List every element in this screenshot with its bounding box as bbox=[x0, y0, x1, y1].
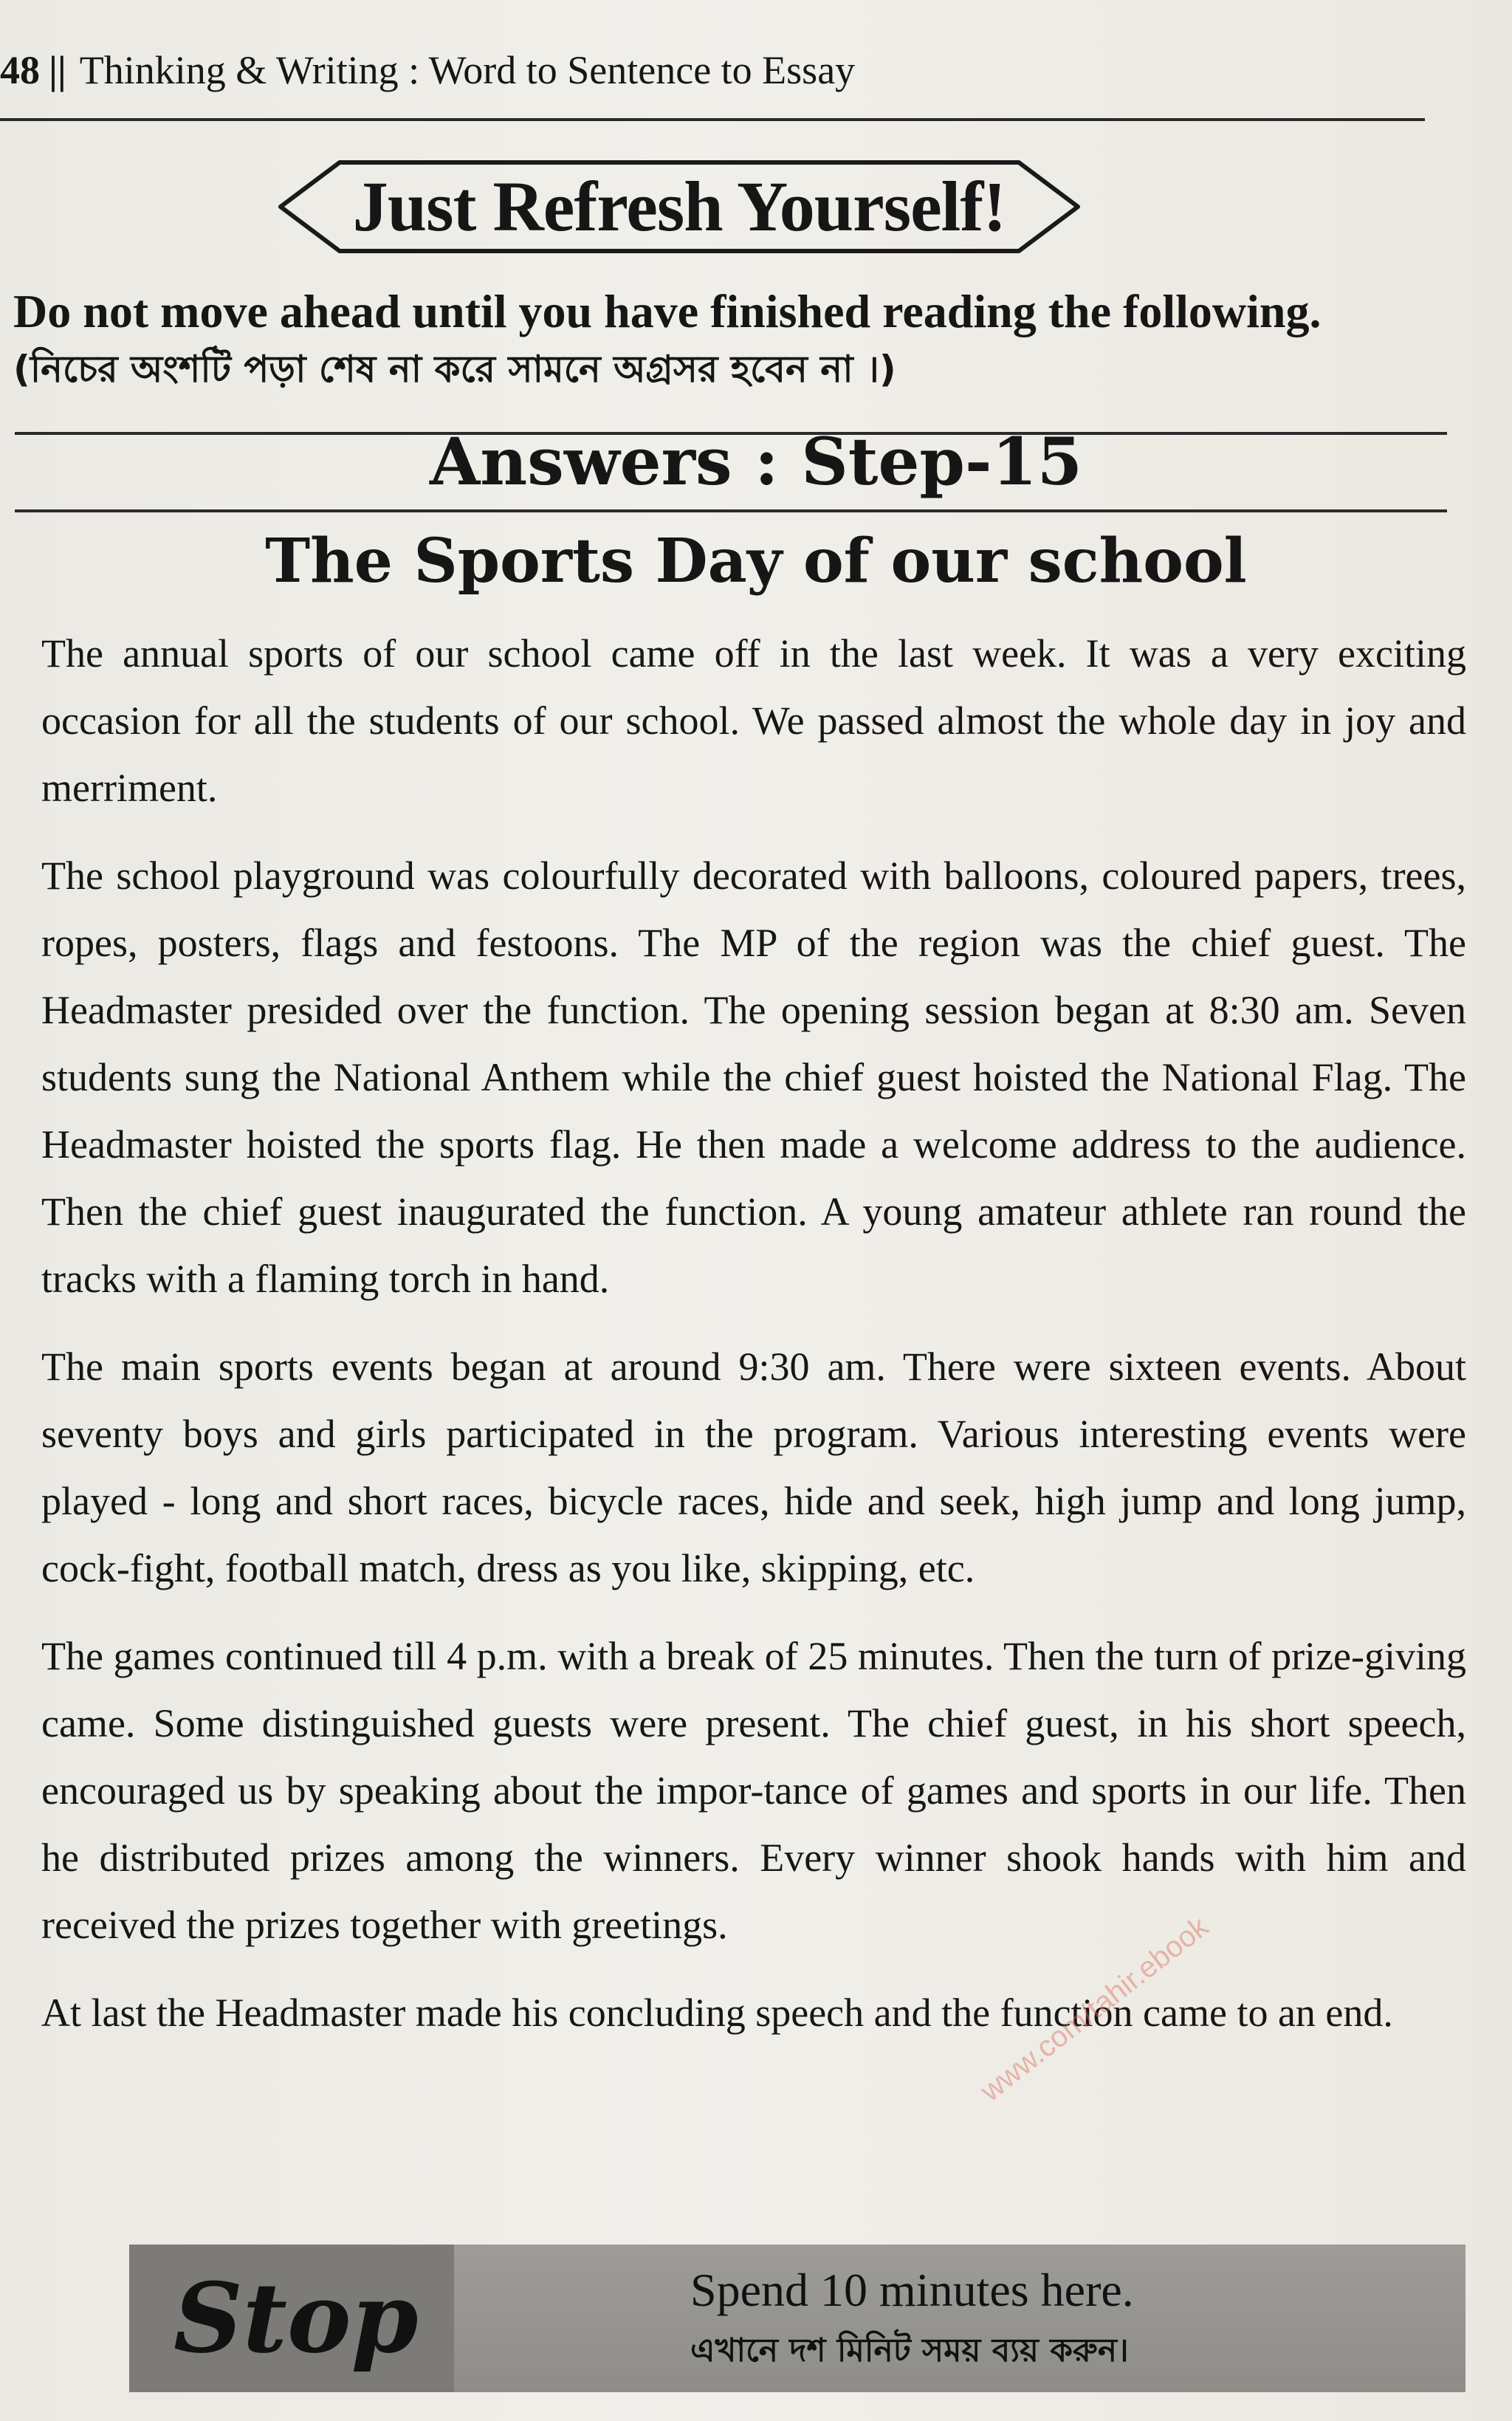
header-rule bbox=[0, 118, 1425, 121]
stop-instruction-english: Spend 10 minutes here. bbox=[690, 2264, 1134, 2316]
stop-instruction-bengali: এখানে দশ মিনিট সময় ব্যয় করুন। bbox=[690, 2332, 1129, 2369]
refresh-banner bbox=[273, 148, 1085, 266]
stop-label: Stop bbox=[173, 2262, 419, 2374]
watermark: www.com/tahir.ebook bbox=[975, 1910, 1214, 2108]
refresh-title: Just Refresh Yourself! bbox=[352, 167, 1006, 246]
instruction-english: Do not move ahead until you have finished reading the following. bbox=[13, 285, 1322, 337]
paragraph: At last the Headmaster made his concluding speech and the function came to an end. bbox=[41, 1991, 1393, 2035]
page-number: 48 bbox=[0, 48, 40, 92]
separator: || bbox=[49, 48, 66, 92]
answers-rule-bottom bbox=[15, 509, 1447, 512]
answers-heading: Answers : Step-15 bbox=[430, 423, 1082, 500]
essay-body bbox=[41, 620, 1466, 2067]
paragraph: The annual sports of our school came off in the last week. It was a very exciting occasion for all the students of our school. We passed almost the whole day in joy and merriment. bbox=[41, 631, 1466, 810]
running-head bbox=[0, 37, 960, 103]
paragraph: The games continued till 4 p.m. with a break of 25 minutes. Then the turn of prize-giving came. Some distinguished guests were present. The chief guest, in his short speech, encouraged us by speaking about the impor-tance of games and sports in our life. Then he distributed prizes among the winners. Every winner shook hands with him and received the prizes together with greetings. bbox=[41, 1634, 1466, 1947]
book-title: Thinking & Writing : Word to Sentence to Essay bbox=[79, 48, 856, 92]
stop-banner bbox=[129, 2245, 1465, 2392]
instruction-bengali: (নিচের অংশটি পড়া শেষ না করে সামনে অগ্রসর হবেন না ।) bbox=[13, 348, 896, 391]
paragraph: The school playground was colourfully decorated with balloons, coloured papers, trees, ropes, posters, flags and festoons. The MP of the region was the chief guest. The Headmaster presided over the function. The opening session began at 8:30 am. Seven students sung the National Anthem while the chief guest hoisted the National Flag. The Headmaster hoisted the sports flag. He then made a welcome address to the audience. Then the chief guest inaugurated the function. A young amateur athlete ran round the tracks with a flaming torch in hand. bbox=[41, 854, 1466, 1301]
paragraph: The main sports events began at around 9:30 am. There were sixteen events. About seventy boys and girls participated in the program. Various interesting events were played - long and short races, bicycle races, hide and seek, high jump and long jump, cock-fight, football match, dress as you like, skipping, etc. bbox=[41, 1345, 1466, 1590]
essay-title: The Sports Day of our school bbox=[265, 526, 1247, 597]
